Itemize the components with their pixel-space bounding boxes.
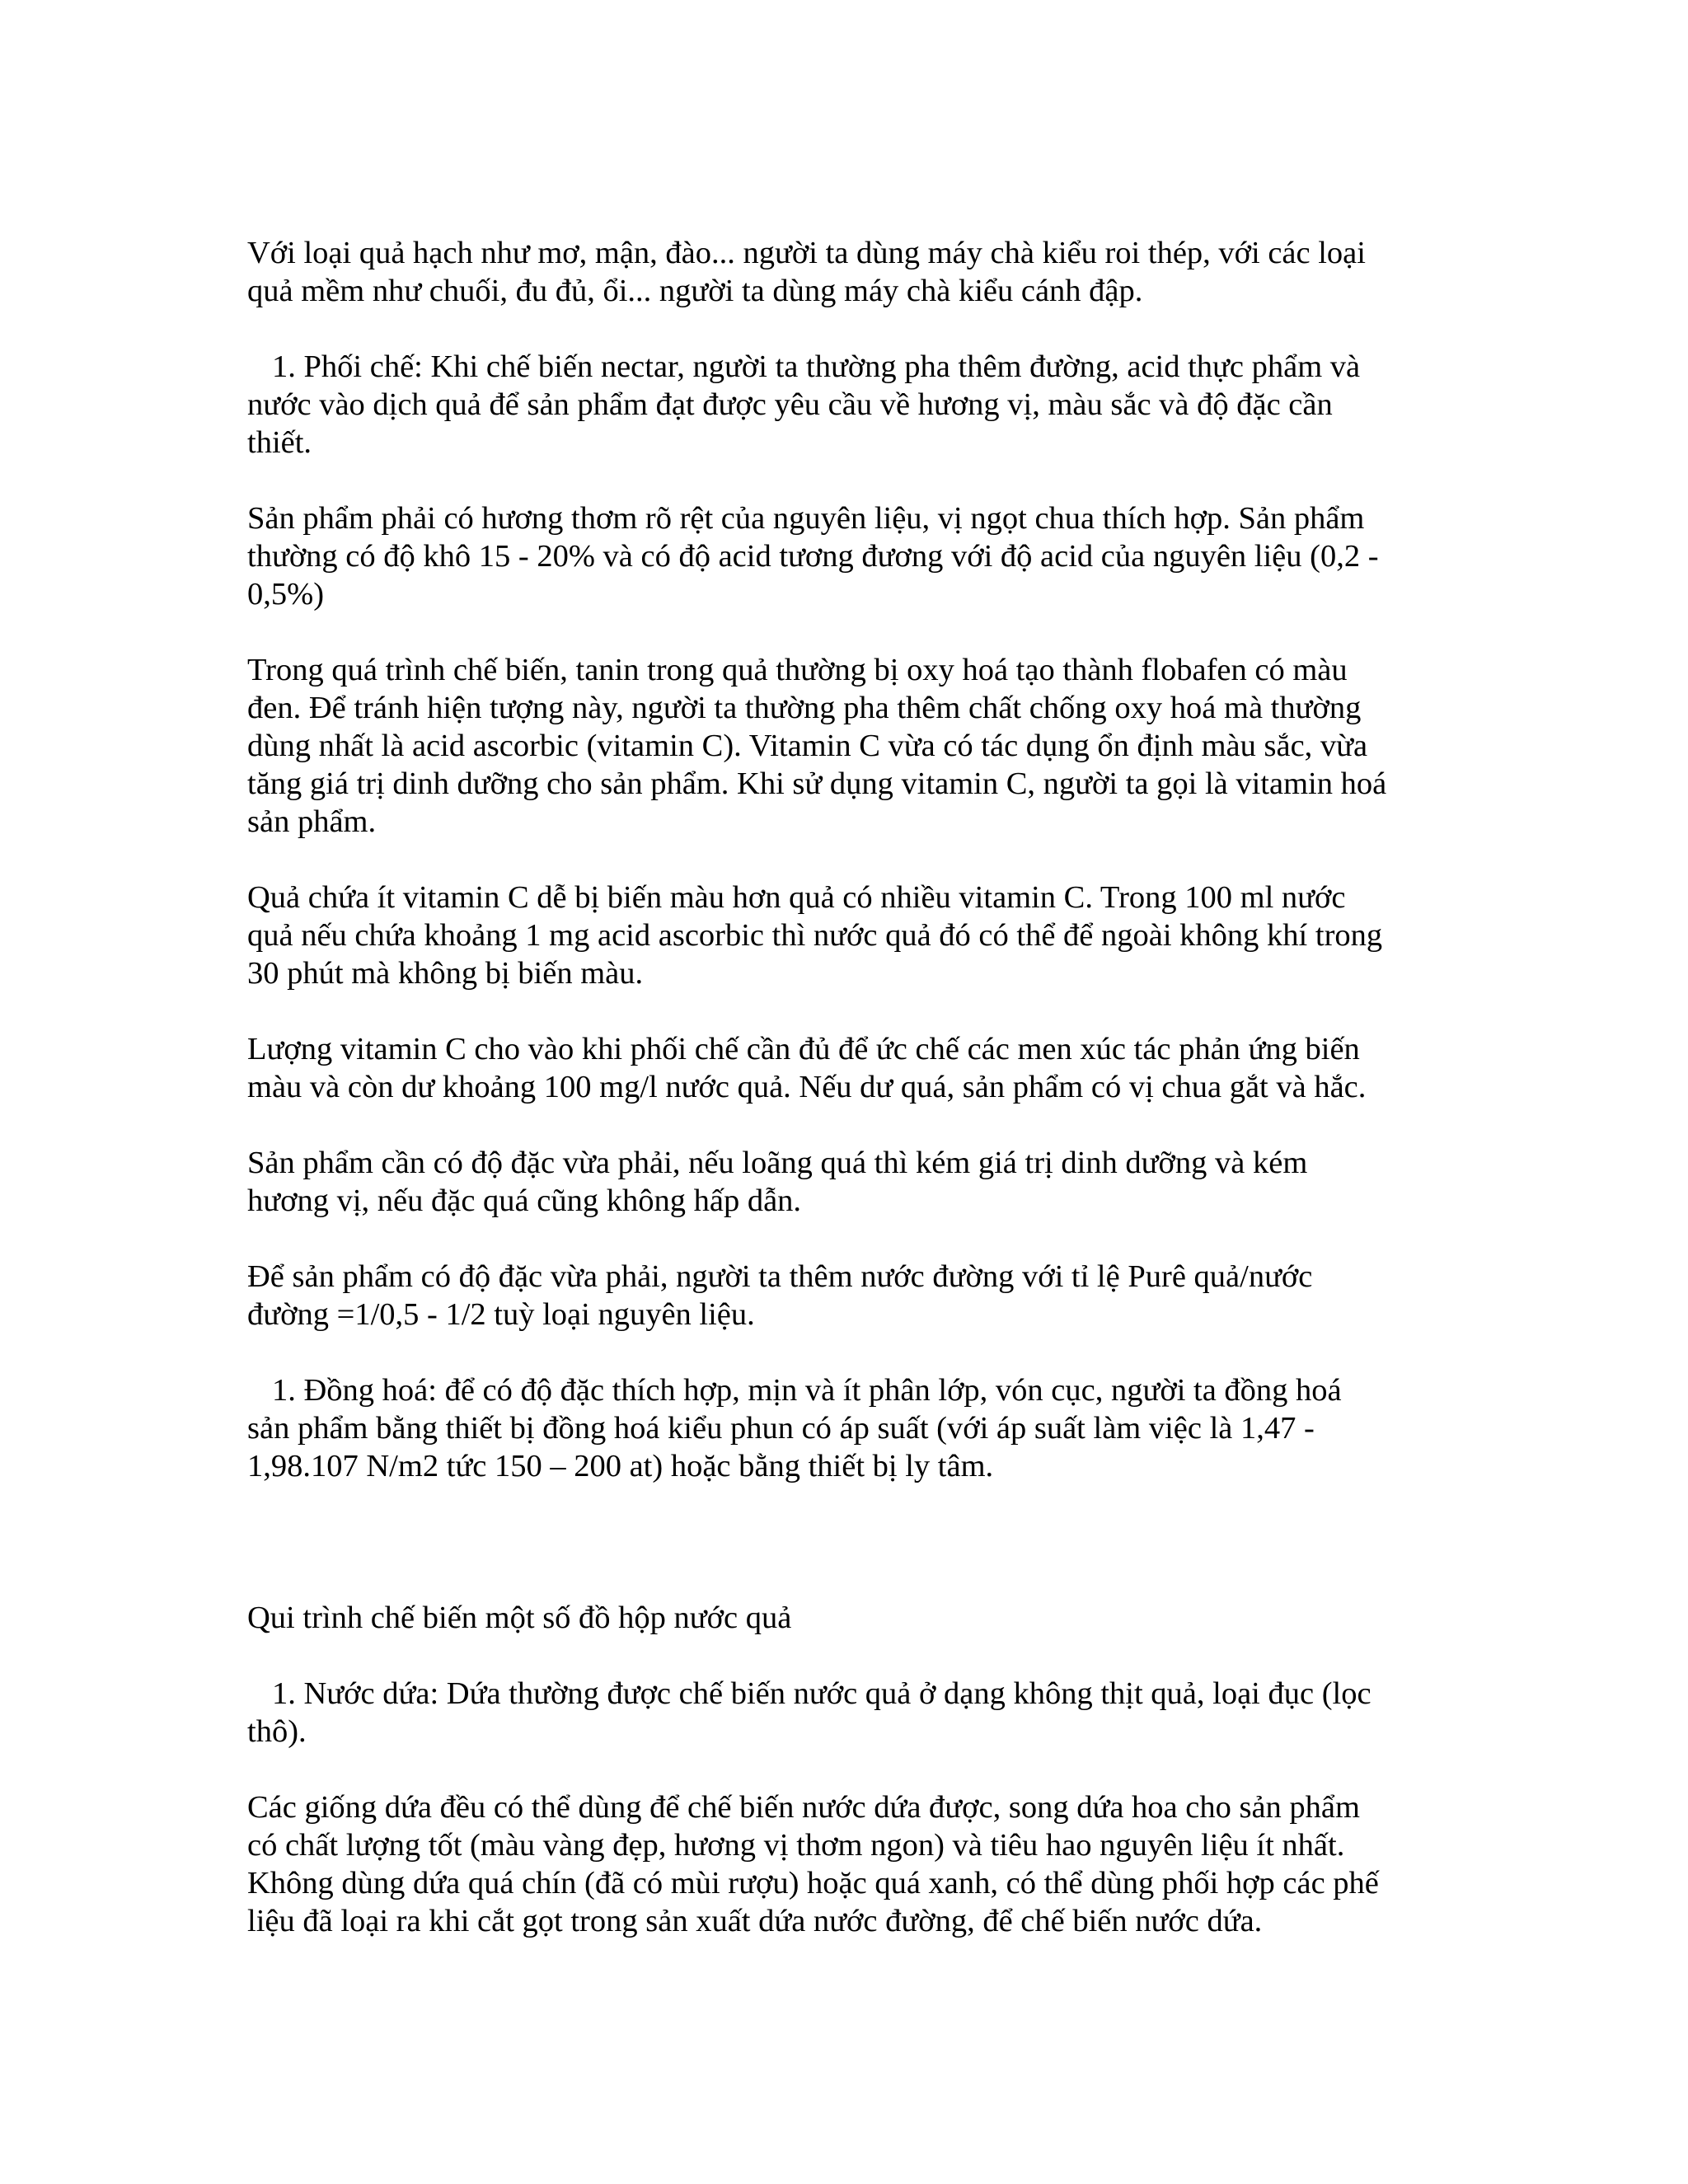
- list-item-nuoc-dua: [247, 1675, 1467, 1750]
- list-item-phoi-che: [247, 348, 1467, 462]
- text-line: Sản phẩm phải có hương thơm rõ rệt của nguyên liệu, vị ngọt chua thích hợp. Sản phẩm: [247, 501, 1365, 536]
- text-line: nước vào dịch quả để sản phẩm đạt được yêu cầu về hương vị, màu sắc và độ đặc cần: [247, 387, 1333, 422]
- document-body: [247, 234, 1467, 1978]
- text-line: 0,5%): [247, 577, 325, 612]
- text-line: thô).: [247, 1714, 307, 1749]
- text-line: sản phẩm bằng thiết bị đồng hoá kiểu phun có áp suất (với áp suất làm việc là 1,47 -: [247, 1411, 1315, 1446]
- text-line: thường có độ khô 15 - 20% và có độ acid tương đương với độ acid của nguyên liệu (0,2 -: [247, 539, 1379, 574]
- text-line: Với loại quả hạch như mơ, mận, đào... người ta dùng máy chà kiểu roi thép, với các loại: [247, 236, 1366, 270]
- text-line: Các giống dứa đều có thể dùng để chế biến nước dứa được, song dứa hoa cho sản phẩm: [247, 1790, 1360, 1825]
- text-line: 1. Phối chế: Khi chế biến nectar, người ta thường pha thêm đường, acid thực phẩm và: [272, 349, 1361, 384]
- paragraph-consistency: [247, 1144, 1467, 1220]
- text-line: đen. Để tránh hiện tượng này, người ta thường pha thêm chất chống oxy hoá mà thường: [247, 691, 1362, 725]
- paragraph-tannin-oxidation: [247, 651, 1467, 841]
- paragraph-sugar-ratio: [247, 1258, 1467, 1333]
- text-line: Quả chứa ít vitamin C dễ bị biến màu hơn quả có nhiều vitamin C. Trong 100 ml nước: [247, 880, 1346, 915]
- paragraph-vitamin-c-amount: [247, 1030, 1467, 1106]
- heading-text: Qui trình chế biến một số đồ hộp nước quả: [247, 1601, 792, 1635]
- paragraph-fruit-pulping: [247, 234, 1467, 310]
- paragraph-product-requirements: [247, 499, 1467, 613]
- text-line: đường =1/0,5 - 1/2 tuỳ loại nguyên liệu.: [247, 1297, 755, 1332]
- text-line: Để sản phẩm có độ đặc vừa phải, người ta thêm nước đường với tỉ lệ Purê quả/nước: [247, 1259, 1313, 1294]
- text-line: 1. Đồng hoá: để có độ đặc thích hợp, mịn và ít phân lớp, vón cục, người ta đồng hoá: [272, 1373, 1342, 1408]
- text-line: 30 phút mà không bị biến màu.: [247, 956, 644, 991]
- text-line: tăng giá trị dinh dưỡng cho sản phẩm. Khi sử dụng vitamin C, người ta gọi là vitamin hoá: [247, 766, 1387, 801]
- paragraph-vitamin-c-discoloration: [247, 879, 1467, 992]
- text-line: 1. Nước dứa: Dứa thường được chế biến nước quả ở dạng không thịt quả, loại đục (lọc: [272, 1676, 1372, 1711]
- text-line: Lượng vitamin C cho vào khi phối chế cần đủ để ức chế các men xúc tác phản ứng biến: [247, 1032, 1360, 1066]
- text-line: Trong quá trình chế biến, tanin trong quả thường bị oxy hoá tạo thành flobafen có màu: [247, 653, 1348, 687]
- text-line: sản phẩm.: [247, 804, 377, 839]
- text-line: 1,98.107 N/m2 tức 150 – 200 at) hoặc bằng thiết bị ly tâm.: [247, 1449, 994, 1483]
- text-line: hương vị, nếu đặc quá cũng không hấp dẫn.: [247, 1183, 802, 1218]
- section-heading: [247, 1599, 1467, 1637]
- text-line: liệu đã loại ra khi cắt gọt trong sản xuất dứa nước đường, để chế biến nước dứa.: [247, 1904, 1263, 1938]
- text-line: Không dùng dứa quá chín (đã có mùi rượu) hoặc quá xanh, có thể dùng phối hợp các phế: [247, 1866, 1379, 1900]
- section-spacer: [247, 1523, 1467, 1599]
- text-line: màu và còn dư khoảng 100 mg/l nước quả. Nếu dư quá, sản phẩm có vị chua gắt và hắc.: [247, 1070, 1367, 1104]
- list-item-dong-hoa: [247, 1371, 1467, 1485]
- text-line: có chất lượng tốt (màu vàng đẹp, hương vị thơm ngon) và tiêu hao nguyên liệu ít nhất.: [247, 1828, 1345, 1863]
- text-line: dùng nhất là acid ascorbic (vitamin C). Vitamin C vừa có tác dụng ổn định màu sắc, vừa: [247, 729, 1368, 763]
- paragraph-pineapple-varieties: [247, 1788, 1467, 1940]
- text-line: thiết.: [247, 425, 312, 460]
- text-line: quả mềm như chuối, đu đủ, ổi... người ta dùng máy chà kiểu cánh đập.: [247, 274, 1143, 308]
- text-line: quả nếu chứa khoảng 1 mg acid ascorbic thì nước quả đó có thể để ngoài không khí trong: [247, 918, 1383, 953]
- text-line: Sản phẩm cần có độ đặc vừa phải, nếu loãng quá thì kém giá trị dinh dưỡng và kém: [247, 1146, 1308, 1180]
